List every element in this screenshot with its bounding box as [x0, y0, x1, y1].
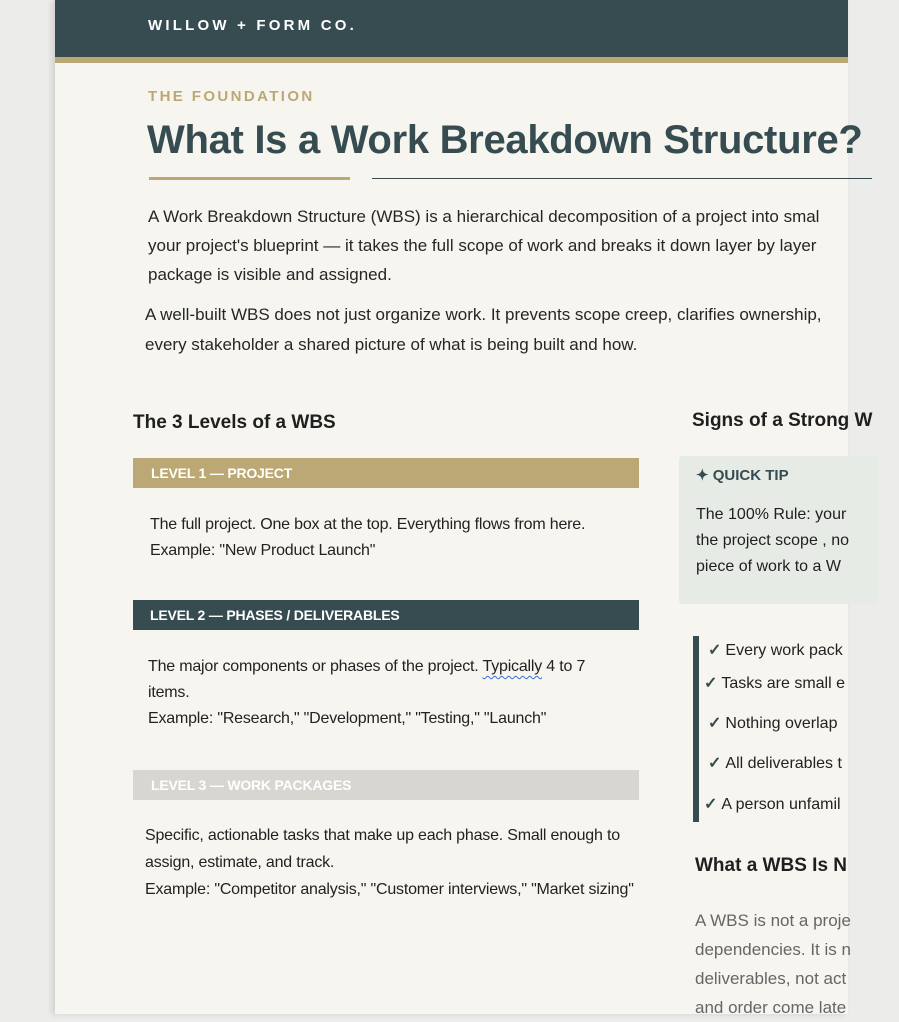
intro-line: A well-built WBS does not just organize work. It prevents scope creep, clarifies ownership,: [145, 305, 822, 324]
level-1-header: LEVEL 1 — PROJECT: [133, 458, 639, 488]
level-1-text: The full project. One box at the top. Everything flows from here.: [150, 516, 586, 533]
checklist-item: [708, 753, 842, 773]
level-3-header: LEVEL 3 — WORK PACKAGES: [133, 770, 639, 800]
level-2-example: Example: "Research," "Development," "Testing," "Launch": [148, 710, 547, 727]
wbs-is-not-heading: What a WBS Is N: [695, 855, 848, 876]
levels-heading: The 3 Levels of a WBS: [133, 412, 336, 433]
not-line: and order come late: [695, 998, 847, 1017]
title-accent-rule: [149, 177, 350, 180]
intro-paragraph-2: [145, 300, 822, 360]
checklist-item: [708, 713, 837, 733]
intro-line: your project's blueprint — it takes the full scope of work and breaks it down layer by layer: [148, 236, 817, 255]
checklist-item: [704, 794, 841, 814]
page-title: What Is a Work Breakdown Structure?: [147, 118, 863, 162]
not-line: A WBS is not a proje: [695, 911, 851, 930]
checklist-item-text: Tasks are small e: [721, 675, 845, 692]
header-bar: [55, 0, 848, 63]
level-2-text-start: The major components or phases of the project.: [148, 658, 483, 675]
level-2-text: [148, 654, 628, 706]
quick-tip-label: QUICK TIP: [712, 467, 789, 484]
checklist-item: [708, 640, 843, 660]
checklist: [693, 636, 899, 822]
strong-wbs-heading: Signs of a Strong W: [692, 410, 873, 431]
tip-line: The 100% Rule: your: [696, 506, 847, 523]
intro-paragraph-1: [148, 202, 819, 289]
sparkle-icon: ✦: [696, 467, 709, 484]
check-icon: ✓: [708, 642, 722, 659]
level-3-text: Specific, actionable tasks that make up each phase. Small enough to assign, estimate, and track.: [145, 827, 620, 871]
level-2-text-end: 4 to 7 items.: [148, 658, 586, 701]
check-icon: ✓: [704, 796, 718, 813]
level-2-header: LEVEL 2 — PHASES / DELIVERABLES: [133, 600, 639, 630]
not-line: deliverables, not act: [695, 969, 847, 988]
not-line: dependencies. It is n: [695, 940, 851, 959]
section-label: THE FOUNDATION: [148, 88, 315, 105]
check-icon: ✓: [708, 755, 722, 772]
checklist-item-text: Nothing overlap: [725, 715, 838, 732]
level-3-description: [145, 822, 635, 903]
intro-line: every stakeholder a shared picture of what is being built and how.: [145, 335, 638, 354]
checklist-item-text: Every work pack: [725, 642, 843, 659]
intro-line: A Work Breakdown Structure (WBS) is a hierarchical decomposition of a project into smal: [148, 207, 820, 226]
title-divider: [372, 178, 872, 179]
level-3-example: Example: "Competitor analysis," "Customer interviews," "Market sizing": [145, 881, 634, 898]
tip-line: piece of work to a W: [696, 558, 841, 575]
level-1-description: [150, 512, 630, 564]
quick-tip-body: [696, 502, 849, 580]
tip-line: the project scope , no: [696, 532, 849, 549]
checklist-item: [704, 673, 845, 693]
checklist-item-text: A person unfamil: [721, 796, 841, 813]
wbs-is-not-body: [695, 906, 851, 1022]
checklist-item-text: All deliverables t: [725, 755, 842, 772]
check-icon: ✓: [704, 675, 718, 692]
quick-tip-box: [679, 456, 879, 604]
document-page: [55, 0, 873, 1017]
spellcheck-flagged-word[interactable]: Typically: [482, 658, 543, 675]
check-icon: ✓: [708, 715, 722, 732]
intro-line: package is visible and assigned.: [148, 265, 392, 284]
level-2-description: [148, 654, 628, 732]
quick-tip-header: [696, 466, 789, 484]
level-1-example: Example: "New Product Launch": [150, 542, 376, 559]
brand-logo[interactable]: WILLOW + FORM CO.: [148, 17, 357, 34]
